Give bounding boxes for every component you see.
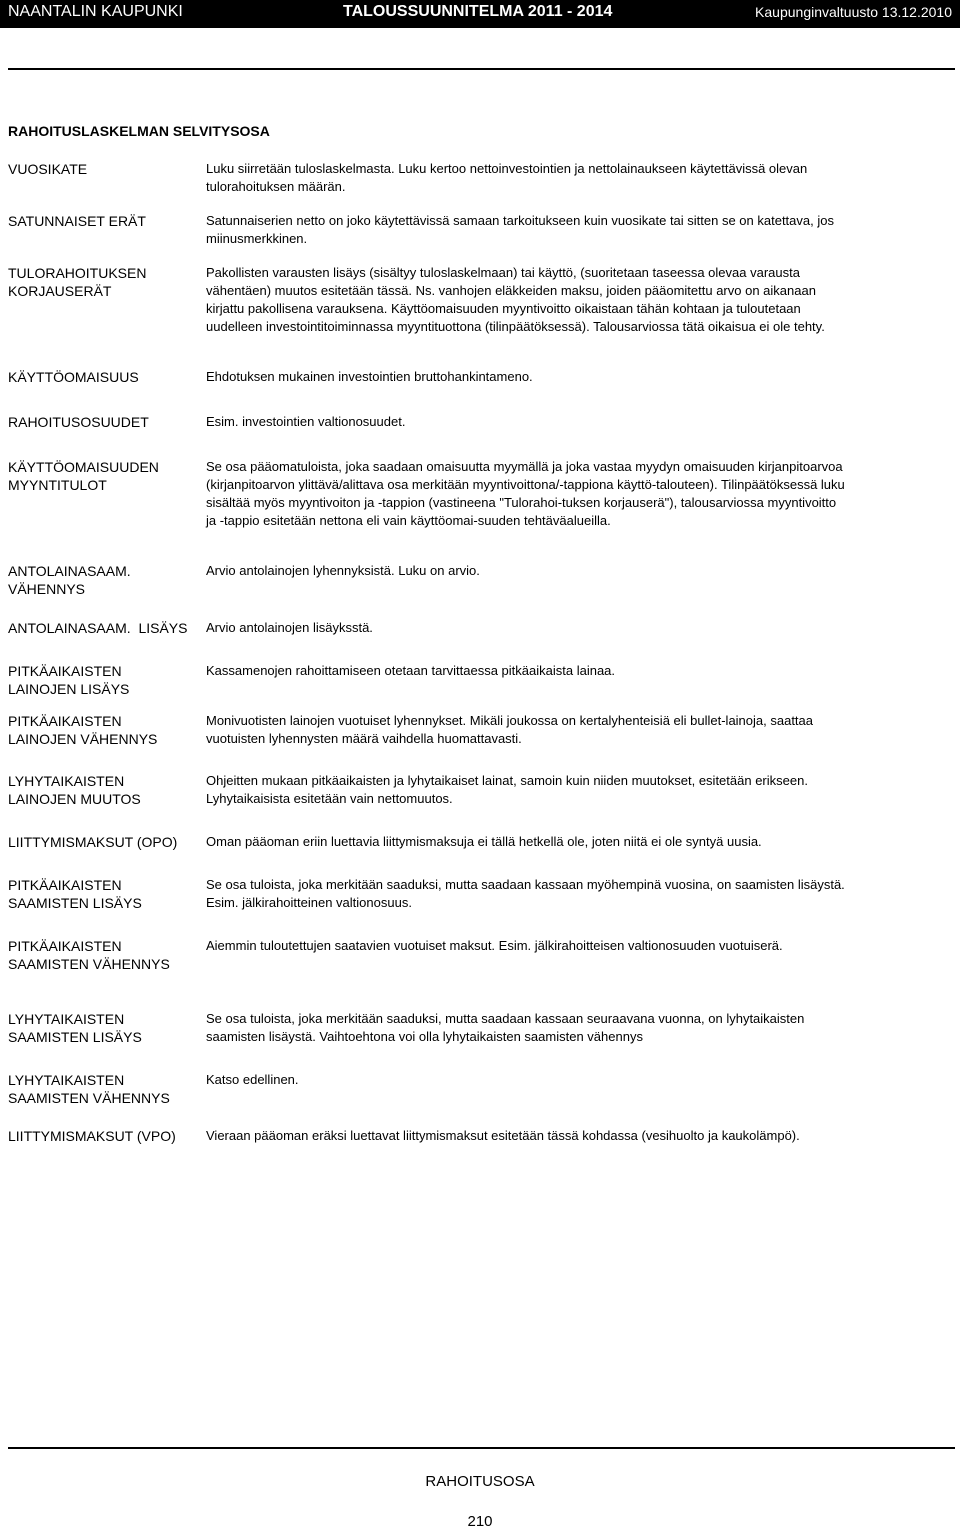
header-organization: NAANTALIN KAUPUNKI (8, 3, 183, 20)
term-pitkaaikaisten-saamisten-vahennys: PITKÄAIKAISTEN SAAMISTEN VÄHENNYS (8, 938, 170, 972)
term-pitkaaikaisten-lainojen-lisays: PITKÄAIKAISTEN LAINOJEN LISÄYS (8, 663, 130, 697)
desc-liittymismaksut-opo: Oman pääoman eriin luettavia liittymismaksuja ei tällä hetkellä ole, joten niitä ei ole syntyä uusia. (206, 834, 762, 849)
term-antolainasaam-vahennys: ANTOLAINASAAM. VÄHENNYS (8, 563, 131, 597)
desc-lyhytaikaisten-lainojen-muutos: Ohjeitten mukaan pitkäaikaisten ja lyhytaikaiset lainat, samoin kuin niiden muutokset, esitetään erikseen. Lyhytaikaisista esitetään vain nettomuutos. (206, 773, 808, 806)
desc-antolainasaam-lisays: Arvio antolainojen lisäyksstä. (206, 620, 373, 635)
footer-section-label: RAHOITUSOSA (425, 1473, 535, 1490)
term-liittymismaksut-opo: LIITTYMISMAKSUT (OPO) (8, 834, 178, 850)
term-lyhytaikaisten-saamisten-vahennys: LYHYTAIKAISTEN SAAMISTEN VÄHENNYS (8, 1072, 170, 1106)
desc-tulorahoituksen-korjauserat: Pakollisten varausten lisäys (sisältyy tuloslaskelmaan) tai käyttö, (suoritetaan taseessa olevaa varausta vähentäen) muutos esitetään tässä. Ns. vanhojen eläkkeiden maksu, joiden pääomitettu arvo on aikanaan kirjattu pakollisena varauksena. Käyttöomaisuuden myyntivoitto oikaistaan tähän kohtaan ja tuloutetaan uudelleen investointitoiminnassa myyntituottona (tilinpäätöksessä). Talousarviossa tätä oikaisua ei ole tehty. (206, 265, 825, 334)
page-header (0, 0, 960, 28)
header-document-title: TALOUSSUUNNITELMA 2011 - 2014 (343, 3, 613, 20)
section-title: RAHOITUSLASKELMAN SELVITYSOSA (8, 123, 270, 139)
term-lyhytaikaisten-saamisten-lisays: LYHYTAIKAISTEN SAAMISTEN LISÄYS (8, 1011, 142, 1045)
desc-lyhytaikaisten-saamisten-lisays: Se osa tuloista, joka merkitään saaduksi, mutta saadaan kassaan seuraavana vuonna, on lyhytaikaisten saamisten lisäystä. Vaihtoehtona voi olla lyhytaikaisten saamisten vähennys (206, 1011, 805, 1044)
term-pitkaaikaisten-saamisten-lisays: PITKÄAIKAISTEN SAAMISTEN LISÄYS (8, 877, 142, 911)
desc-kayttoomaisuus: Ehdotuksen mukainen investointien bruttohankintameno. (206, 369, 533, 384)
term-kayttoomaisuuden-myyntitulot: KÄYTTÖOMAISUUDEN MYYNTITULOT (8, 459, 159, 493)
desc-antolainasaam-vahennys: Arvio antolainojen lyhennyksistä. Luku on arvio. (206, 563, 480, 578)
term-tulorahoituksen-korjauserat: TULORAHOITUKSEN KORJAUSERÄT (8, 265, 147, 299)
term-kayttoomaisuus: KÄYTTÖOMAISUUS (8, 369, 139, 385)
desc-pitkaaikaisten-lainojen-lisays: Kassamenojen rahoittamiseen otetaan tarvittaessa pitkäaikaista lainaa. (206, 663, 616, 678)
term-satunnaiset-erat: SATUNNAISET ERÄT (8, 213, 146, 229)
desc-vuosikate: Luku siirretään tuloslaskelmasta. Luku kertoo nettoinvestointien ja nettolainaukseen käytettävissä olevan tulorahoituksen määrän. (206, 161, 808, 194)
desc-rahoitusosuudet: Esim. investointien valtionosuudet. (206, 414, 406, 429)
desc-pitkaaikaisten-saamisten-lisays: Se osa tuloista, joka merkitään saaduksi, mutta saadaan kassaan myöhempinä vuosina, on saamisten lisäystä. Esim. jälkirahoitteinen valtionosuus. (206, 877, 845, 910)
desc-liittymismaksut-vpo: Vieraan pääoman eräksi luettavat liittymismaksut esitetään tässä kohdassa (vesihuolto ja kaukolämpö). (206, 1128, 800, 1143)
desc-kayttoomaisuuden-myyntitulot: Se osa pääomatuloista, joka saadaan omaisuutta myymällä ja joka vastaa myydyn omaisuuden kirjanpitoarvoa (kirjanpitoarvon ylittävä/alittava osa merkitään myyntivoittona/-tappiona käyttö-talouteen). Tilinpäätöksessä luku sisältää myös myyntivoiton ja -tappion (vastineena "Tulorahoi-tuksen korjauserä"), talousarviossa myyntivoitto ja -tappio esitetään nettona eli vain käyttöomai-suuden tehtäväalueilla. (206, 459, 845, 528)
desc-satunnaiset-erat: Satunnaiserien netto on joko käytettävissä samaan tarkoitukseen kuin vuosikate tai sitten se on katettava, jos miinusmerkkinen. (206, 213, 834, 246)
term-lyhytaikaisten-lainojen-muutos: LYHYTAIKAISTEN LAINOJEN MUUTOS (8, 773, 141, 807)
top-divider (8, 68, 955, 70)
desc-pitkaaikaisten-lainojen-vahennys: Monivuotisten lainojen vuotuiset lyhennykset. Mikäli joukossa on kertalyhenteisiä eli bullet-lainoja, saattaa vuotuisten lyhennysten määrä vaihdella huomattavasti. (206, 713, 814, 746)
term-vuosikate: VUOSIKATE (8, 161, 88, 177)
page-number: 210 (467, 1513, 493, 1530)
desc-pitkaaikaisten-saamisten-vahennys: Aiemmin tuloutettujen saatavien vuotuiset maksut. Esim. jälkirahoitteisen valtionosuuden vuotuiserä. (206, 938, 783, 953)
desc-lyhytaikaisten-saamisten-vahennys: Katso edellinen. (206, 1072, 299, 1087)
term-antolainasaam-lisays: ANTOLAINASAAM. LISÄYS (8, 620, 188, 636)
term-rahoitusosuudet: RAHOITUSOSUUDET (8, 414, 149, 430)
term-pitkaaikaisten-lainojen-vahennys: PITKÄAIKAISTEN LAINOJEN VÄHENNYS (8, 713, 158, 747)
term-liittymismaksut-vpo: LIITTYMISMAKSUT (VPO) (8, 1128, 176, 1144)
bottom-divider (8, 1447, 955, 1449)
header-meeting-date: Kaupunginvaltuusto 13.12.2010 (755, 4, 952, 20)
